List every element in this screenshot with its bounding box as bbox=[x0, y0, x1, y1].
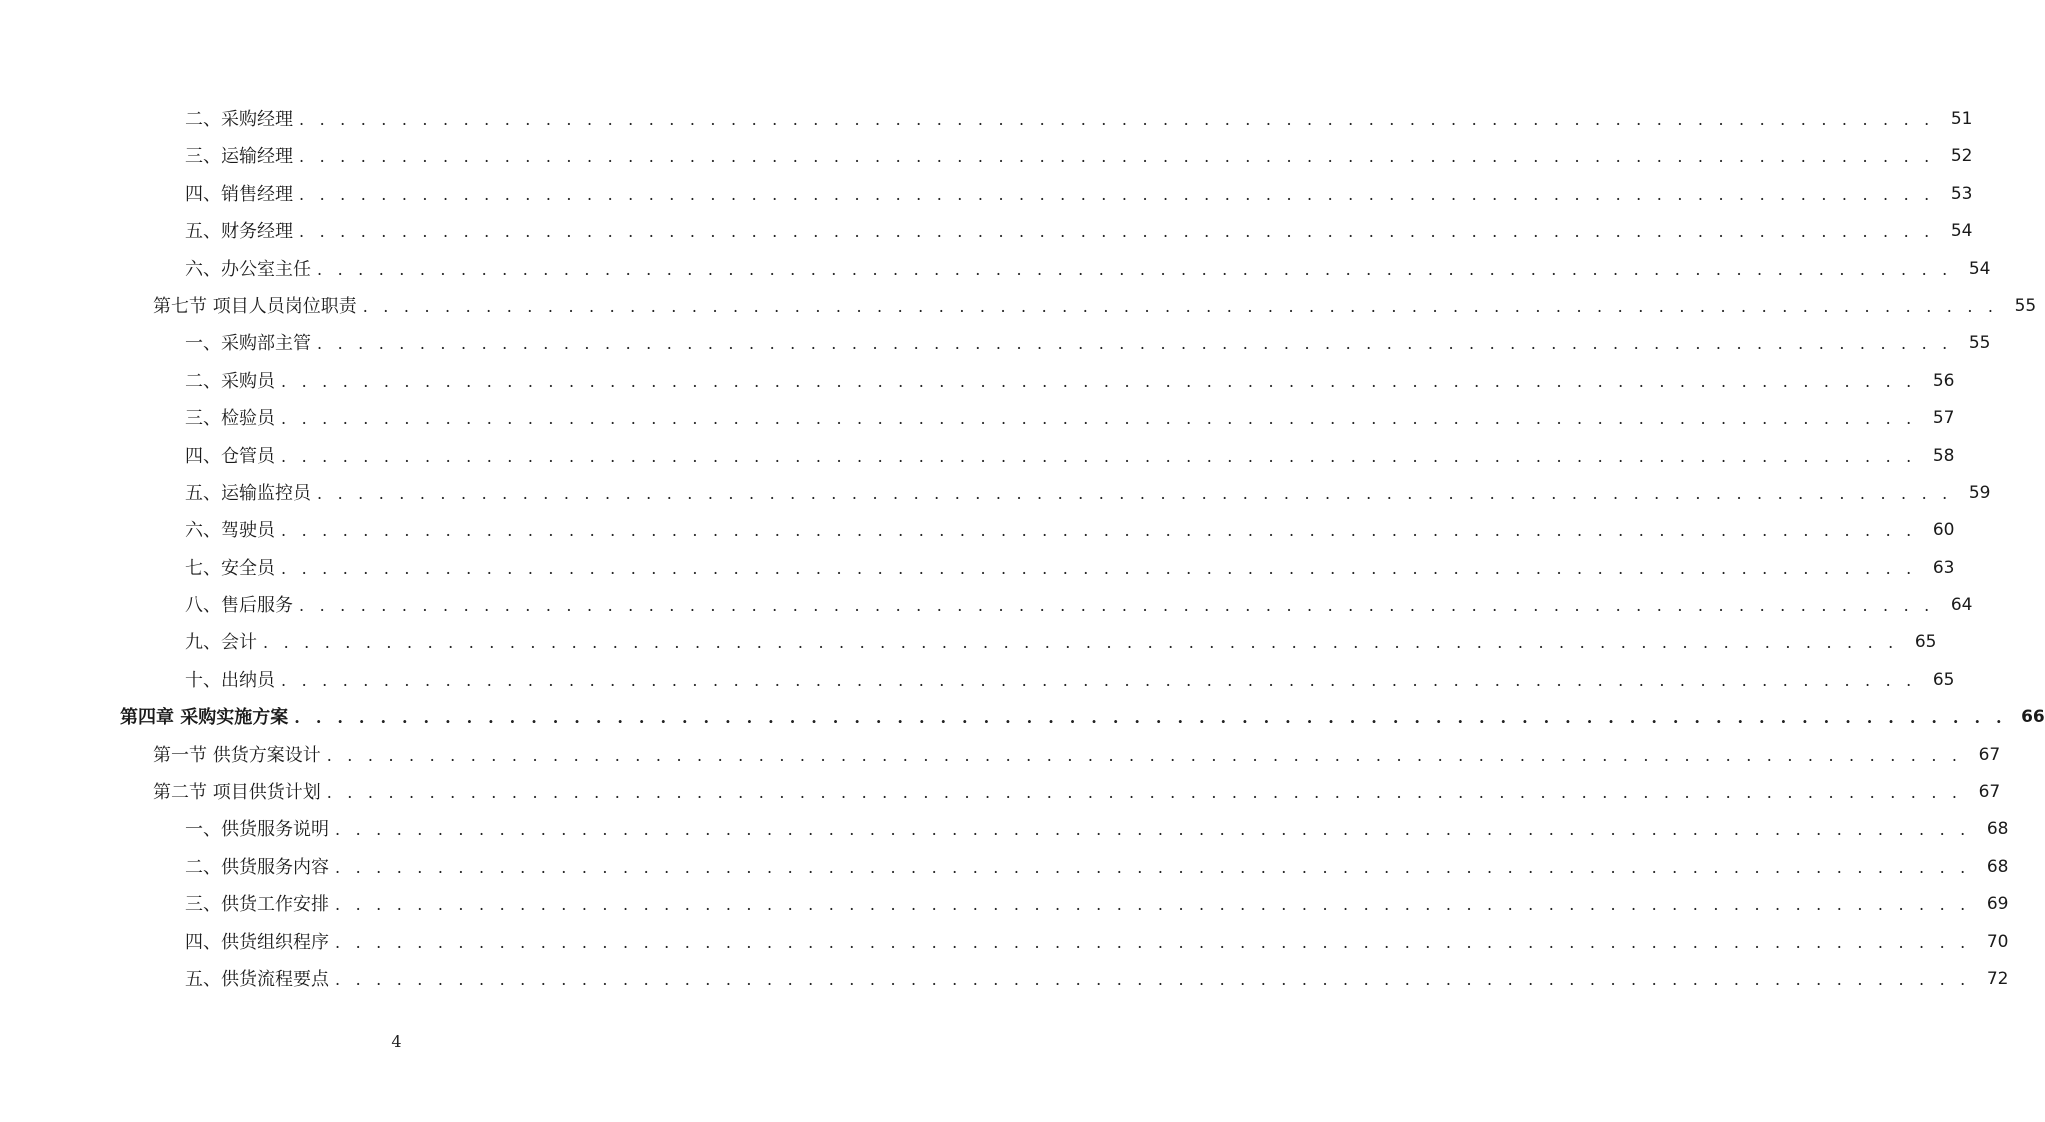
toc-entry[interactable] bbox=[0, 512, 1955, 549]
toc-entry-title: 三、运输经理 bbox=[185, 146, 293, 168]
toc-entry[interactable] bbox=[0, 624, 1937, 661]
dot-leader: . . . . . . . . . . . . . . . . . . . . . . . . . . . . . . . . . . . . . . . . . . . . . . . . . . . . . . . . . . . . . . . . . . . . . . . . . . . . . . . . bbox=[299, 147, 1935, 167]
dot-leader: . . . . . . . . . . . . . . . . . . . . . . . . . . . . . . . . . . . . . . . . . . . . . . . . . . . . . . . . . . . . . . . . . . . . . . . . . . . . . . . . bbox=[299, 596, 1935, 616]
toc-entry-title: 六、驾驶员 bbox=[185, 520, 275, 542]
dot-leader: . . . . . . . . . . . . . . . . . . . . . . . . . . . . . . . . . . . . . . . . . . . . . . . . . . . . . . . . . . . . . . . . . . . . . . . . . . . . . . . . bbox=[335, 820, 1971, 840]
toc-entry[interactable] bbox=[0, 924, 2009, 961]
toc-entry-page-number: 66 bbox=[2021, 707, 2045, 728]
toc-entry[interactable] bbox=[0, 138, 1973, 175]
toc-entry-page-number: 72 bbox=[1986, 968, 2009, 989]
toc-entry-page-number: 69 bbox=[1986, 894, 2009, 915]
toc-entry[interactable] bbox=[0, 251, 1991, 288]
toc-entry-title: 四、销售经理 bbox=[185, 183, 293, 205]
toc-entry-title: 四、供货组织程序 bbox=[185, 931, 329, 953]
toc-entry[interactable] bbox=[0, 288, 2037, 325]
toc-entry[interactable] bbox=[0, 363, 1955, 400]
toc-entry-title: 九、会计 bbox=[185, 632, 257, 654]
toc-entry-title: 二、采购员 bbox=[185, 370, 275, 392]
toc-entry-page-number: 51 bbox=[1950, 109, 1973, 129]
toc-entry[interactable] bbox=[0, 699, 2045, 736]
toc-entry-page-number: 67 bbox=[1978, 782, 2001, 803]
toc-entry-page-number: 67 bbox=[1978, 744, 2001, 765]
toc-entry-title: 第一节 供货方案设计 bbox=[153, 744, 321, 766]
toc-entry-page-number: 63 bbox=[1932, 557, 1955, 578]
toc-entry[interactable] bbox=[0, 662, 1955, 699]
toc-entry[interactable] bbox=[0, 587, 1973, 624]
toc-entry-title: 八、售后服务 bbox=[185, 595, 293, 617]
toc-entry-page-number: 70 bbox=[1986, 931, 2009, 952]
toc-entry-title: 三、检验员 bbox=[185, 408, 275, 430]
toc-entry-page-number: 59 bbox=[1968, 482, 1991, 503]
dot-leader: . . . . . . . . . . . . . . . . . . . . . . . . . . . . . . . . . . . . . . . . . . . . . . . . . . . . . . . . . . . . . . . . . . . . . . . . . . . . . . . . bbox=[326, 745, 1963, 765]
dot-leader: . . . . . . . . . . . . . . . . . . . . . . . . . . . . . . . . . . . . . . . . . . . . . . . . . . . . . . . . . . . . . . . . . . . . . . . . . . . . . . . . bbox=[362, 296, 1999, 316]
toc-entry-title: 六、办公室主任 bbox=[185, 258, 311, 280]
toc-entry-page-number: 68 bbox=[1986, 856, 2009, 877]
dot-leader: . . . . . . . . . . . . . . . . . . . . . . . . . . . . . . . . . . . . . . . . . . . . . . . . . . . . . . . . . . . . . . . . . . . . . . . . . . . . . . . . bbox=[281, 409, 1917, 429]
dot-leader: . . . . . . . . . . . . . . . . . . . . . . . . . . . . . . . . . . . . . . . . . . . . . . . . . . . . . . . . . . . . . . . . . . . . . . . . . . . . . . . . bbox=[317, 259, 1953, 279]
toc-entry-page-number: 56 bbox=[1932, 370, 1955, 391]
toc-entry[interactable] bbox=[0, 400, 1955, 437]
toc-entry-title: 五、财务经理 bbox=[185, 221, 293, 243]
toc-entry[interactable] bbox=[0, 475, 1991, 512]
toc-entry-title: 第七节 项目人员岗位职责 bbox=[153, 295, 357, 317]
toc-entry-page-number: 54 bbox=[1950, 221, 1973, 242]
toc-entry-title: 七、安全员 bbox=[185, 557, 275, 579]
toc-entry[interactable] bbox=[0, 961, 2009, 998]
dot-leader: . . . . . . . . . . . . . . . . . . . . . . . . . . . . . . . . . . . . . . . . . . . . . . . . . . . . . . . . . . . . . . . . . . . . . . . . . . . . . . . . bbox=[281, 558, 1917, 578]
toc-entry-page-number: 60 bbox=[1932, 520, 1955, 541]
dot-leader: . . . . . . . . . . . . . . . . . . . . . . . . . . . . . . . . . . . . . . . . . . . . . . . . . . . . . . . . . . . . . . . . . . . . . . . . . . . . . . . . bbox=[294, 708, 2007, 728]
toc-entry-page-number: 53 bbox=[1950, 183, 1973, 204]
toc-entry-title: 第四章 采购实施方案 bbox=[120, 707, 289, 729]
toc-entry-page-number: 55 bbox=[2014, 295, 2037, 316]
toc-entry[interactable] bbox=[0, 886, 2009, 923]
toc-entry-title: 一、供货服务说明 bbox=[185, 819, 329, 841]
toc-entry-page-number: 52 bbox=[1950, 146, 1973, 167]
dot-leader: . . . . . . . . . . . . . . . . . . . . . . . . . . . . . . . . . . . . . . . . . . . . . . . . . . . . . . . . . . . . . . . . . . . . . . . . . . . . . . . . bbox=[281, 446, 1917, 466]
dot-leader: . . . . . . . . . . . . . . . . . . . . . . . . . . . . . . . . . . . . . . . . . . . . . . . . . . . . . . . . . . . . . . . . . . . . . . . . . . . . . . . . bbox=[281, 521, 1917, 541]
toc-entry-title: 第二节 项目供货计划 bbox=[153, 782, 321, 804]
toc-entry-page-number: 54 bbox=[1968, 258, 1991, 279]
dot-leader: . . . . . . . . . . . . . . . . . . . . . . . . . . . . . . . . . . . . . . . . . . . . . . . . . . . . . . . . . . . . . . . . . . . . . . . . . . . . . . . . bbox=[263, 633, 1899, 653]
dot-leader: . . . . . . . . . . . . . . . . . . . . . . . . . . . . . . . . . . . . . . . . . . . . . . . . . . . . . . . . . . . . . . . . . . . . . . . . . . . . . . . . bbox=[335, 969, 1971, 989]
dot-leader: . . . . . . . . . . . . . . . . . . . . . . . . . . . . . . . . . . . . . . . . . . . . . . . . . . . . . . . . . . . . . . . . . . . . . . . . . . . . . . . . bbox=[335, 932, 1971, 952]
toc-entry[interactable] bbox=[0, 811, 2009, 848]
toc-entry[interactable] bbox=[0, 737, 2001, 774]
table-of-contents bbox=[0, 101, 2045, 998]
toc-entry[interactable] bbox=[0, 774, 2001, 811]
toc-entry[interactable] bbox=[0, 176, 1973, 213]
dot-leader: . . . . . . . . . . . . . . . . . . . . . . . . . . . . . . . . . . . . . . . . . . . . . . . . . . . . . . . . . . . . . . . . . . . . . . . . . . . . . . . . bbox=[299, 184, 1935, 204]
toc-entry[interactable] bbox=[0, 550, 1955, 587]
toc-entry-title: 一、采购部主管 bbox=[185, 333, 311, 355]
toc-entry[interactable] bbox=[0, 325, 1991, 362]
toc-entry-page-number: 68 bbox=[1986, 819, 2009, 840]
toc-entry-title: 五、供货流程要点 bbox=[185, 968, 329, 990]
toc-entry[interactable] bbox=[0, 438, 1955, 475]
toc-entry-title: 二、采购经理 bbox=[185, 109, 293, 130]
dot-leader: . . . . . . . . . . . . . . . . . . . . . . . . . . . . . . . . . . . . . . . . . . . . . . . . . . . . . . . . . . . . . . . . . . . . . . . . . . . . . . . . bbox=[335, 895, 1971, 915]
toc-entry-page-number: 65 bbox=[1914, 632, 1937, 653]
dot-leader: . . . . . . . . . . . . . . . . . . . . . . . . . . . . . . . . . . . . . . . . . . . . . . . . . . . . . . . . . . . . . . . . . . . . . . . . . . . . . . . . bbox=[281, 371, 1917, 391]
toc-entry-page-number: 57 bbox=[1932, 408, 1955, 429]
toc-entry-page-number: 65 bbox=[1932, 669, 1955, 690]
dot-leader: . . . . . . . . . . . . . . . . . . . . . . . . . . . . . . . . . . . . . . . . . . . . . . . . . . . . . . . . . . . . . . . . . . . . . . . . . . . . . . . . bbox=[299, 110, 1935, 129]
dot-leader: . . . . . . . . . . . . . . . . . . . . . . . . . . . . . . . . . . . . . . . . . . . . . . . . . . . . . . . . . . . . . . . . . . . . . . . . . . . . . . . . bbox=[326, 783, 1963, 803]
toc-entry-title: 五、运输监控员 bbox=[185, 482, 311, 504]
toc-entry-title: 四、仓管员 bbox=[185, 445, 275, 467]
toc-entry-title: 二、供货服务内容 bbox=[185, 856, 329, 878]
toc-entry-title: 三、供货工作安排 bbox=[185, 894, 329, 916]
dot-leader: . . . . . . . . . . . . . . . . . . . . . . . . . . . . . . . . . . . . . . . . . . . . . . . . . . . . . . . . . . . . . . . . . . . . . . . . . . . . . . . . bbox=[317, 483, 1953, 503]
dot-leader: . . . . . . . . . . . . . . . . . . . . . . . . . . . . . . . . . . . . . . . . . . . . . . . . . . . . . . . . . . . . . . . . . . . . . . . . . . . . . . . . bbox=[317, 334, 1953, 354]
dot-leader: . . . . . . . . . . . . . . . . . . . . . . . . . . . . . . . . . . . . . . . . . . . . . . . . . . . . . . . . . . . . . . . . . . . . . . . . . . . . . . . . bbox=[281, 670, 1917, 690]
dot-leader: . . . . . . . . . . . . . . . . . . . . . . . . . . . . . . . . . . . . . . . . . . . . . . . . . . . . . . . . . . . . . . . . . . . . . . . . . . . . . . . . bbox=[299, 222, 1935, 242]
toc-entry[interactable] bbox=[0, 101, 1973, 138]
toc-entry[interactable] bbox=[0, 213, 1973, 250]
toc-entry-page-number: 64 bbox=[1950, 595, 1973, 616]
toc-entry-page-number: 55 bbox=[1968, 333, 1991, 354]
page-number-footer: 4 bbox=[391, 1032, 402, 1051]
toc-entry-title: 十、出纳员 bbox=[185, 669, 275, 691]
dot-leader: . . . . . . . . . . . . . . . . . . . . . . . . . . . . . . . . . . . . . . . . . . . . . . . . . . . . . . . . . . . . . . . . . . . . . . . . . . . . . . . . bbox=[335, 857, 1971, 877]
toc-entry[interactable] bbox=[0, 849, 2009, 886]
toc-entry-page-number: 58 bbox=[1932, 445, 1955, 466]
